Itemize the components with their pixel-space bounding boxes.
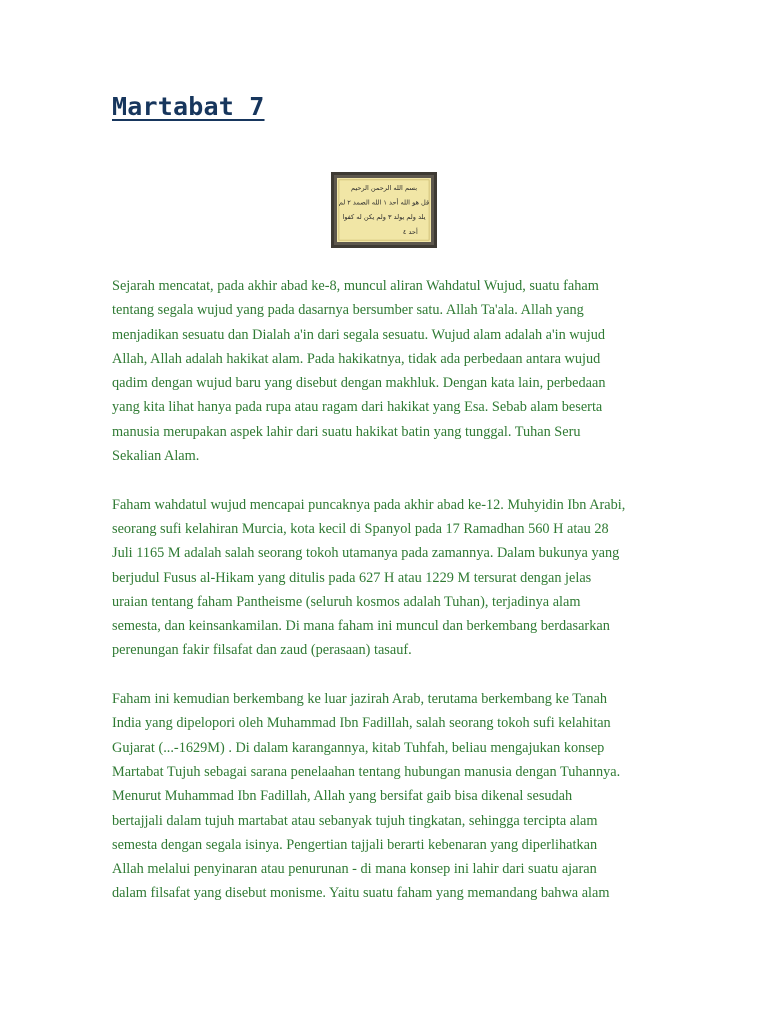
text-line: bertajjali dalam tujuh martabat atau sebanyak tujuh tingkatan, sehingga tercipta alam [112, 812, 598, 829]
calligraphy-line: قل هو الله أحد ١ الله الصمد ٢ لم [338, 198, 430, 207]
text-line: Menurut Muhammad Ibn Fadillah, Allah yang bersifat gaib bisa dikenal sesudah [112, 788, 573, 805]
text-line: seorang sufi kelahiran Murcia, kota kecil di Spanyol pada 17 Ramadhan 560 H atau 28 [112, 520, 609, 537]
text-line: Gujarat (...-1629M) . Di dalam karangannya, kitab Tuhfah, beliau mengajukan konsep [112, 739, 605, 756]
text-line: semesta, dan keinsankamilan. Di mana faham ini muncul dan berkembang berdasarkan [112, 618, 610, 635]
calligraphy-line: بسم الله الرحمن الرحيم [350, 183, 418, 192]
page-title: Martabat 7 [112, 92, 265, 121]
text-line: Allah, Allah adalah hakikat alam. Pada hakikatnya, tidak ada perbedaan antara wujud [112, 350, 601, 367]
text-line: Faham wahdatul wujud mencapai puncaknya pada akhir abad ke-12. Muhyidin Ibn Arabi, [112, 496, 626, 513]
paragraph-2 [112, 493, 642, 663]
calligraphy-image [331, 172, 437, 248]
text-line: berjudul Fusus al-Hikam yang ditulis pada 627 H atau 1229 M tersurat dengan jelas [112, 569, 592, 586]
text-line: India yang dipelopori oleh Muhammad Ibn Fadillah, salah seorang tokoh sufi kelahitan [112, 715, 611, 732]
text-line: yang kita lihat hanya pada rupa atau ragam dari hakikat yang Esa. Sebab alam beserta [112, 399, 603, 416]
text-line: semesta dengan segala isinya. Pengertian tajjali berarti kebenaran yang diperlihatkan [112, 836, 598, 853]
text-line: manusia merupakan aspek lahir dari suatu hakikat batin yang tunggal. Tuhan Seru [112, 423, 581, 440]
calligraphy-art [337, 178, 431, 242]
text-line: Sekalian Alam. [112, 448, 200, 465]
paragraph-3 [112, 687, 642, 906]
text-line: Martabat Tujuh sebagai sarana penelaahan tentang hubungan manusia dengan Tuhannya. [112, 763, 621, 780]
text-line: tentang segala wujud yang pada dasarnya bersumber satu. Allah Ta'ala. Allah yang [112, 302, 584, 319]
text-line: perenungan fakir filsafat dan zaud (perasaan) tasauf. [112, 642, 412, 659]
text-line: Faham ini kemudian berkembang ke luar jazirah Arab, terutama berkembang ke Tanah [112, 691, 607, 708]
calligraphy-line: يلد ولم يولد ٣ ولم يكن له كفوا [342, 213, 426, 222]
text-line: Juli 1165 M adalah salah seorang tokoh utamanya pada zamannya. Dalam bukunya yang [112, 545, 620, 562]
text-line: Allah melalui penyinaran atau penurunan - di mana konsep ini lahir dari suatu ajaran [112, 861, 597, 878]
article-body [112, 274, 642, 930]
calligraphy-line: أحد ٤ [402, 227, 418, 236]
text-line: qadim dengan wujud baru yang disebut dengan makhluk. Dengan kata lain, perbedaan [112, 375, 606, 392]
text-line: dalam filsafat yang disebut monisme. Yaitu suatu faham yang memandang bahwa alam [112, 885, 610, 902]
text-line: uraian tentang faham Pantheisme (seluruh kosmos adalah Tuhan), terjadinya alam [112, 593, 581, 610]
text-line: menjadikan sesuatu dan Dialah a'in dari segala sesuatu. Wujud alam adalah a'in wujud [112, 326, 606, 343]
text-line: Sejarah mencatat, pada akhir abad ke-8, muncul aliran Wahdatul Wujud, suatu faham [112, 278, 599, 294]
paragraph-1 [112, 274, 642, 468]
